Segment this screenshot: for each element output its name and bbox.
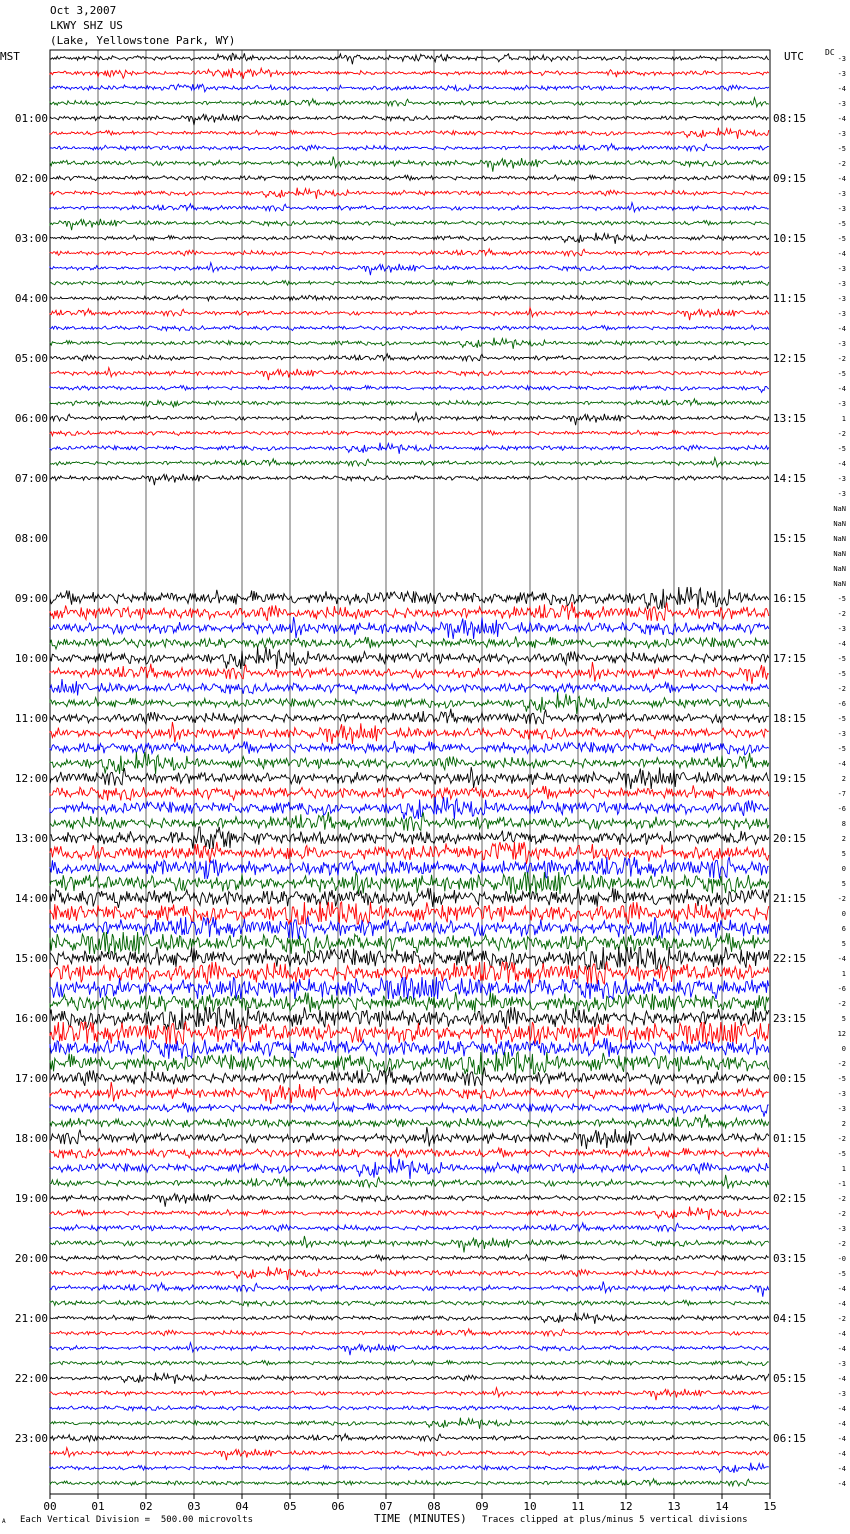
seismic-trace <box>50 68 769 79</box>
seismic-trace <box>50 233 769 244</box>
right-hour-label: 19:15 <box>773 772 807 785</box>
seismic-trace <box>50 977 769 999</box>
seismic-trace <box>50 1360 769 1365</box>
seismic-trace <box>50 114 769 125</box>
x-tick-label: 14 <box>715 1500 729 1513</box>
seismic-trace <box>50 587 769 609</box>
x-tick-label: 13 <box>667 1500 681 1513</box>
seismic-trace <box>50 1148 769 1159</box>
right-hour-label: 04:15 <box>773 1312 807 1325</box>
seismic-trace <box>50 368 769 381</box>
seismic-trace <box>50 1207 769 1220</box>
seismic-trace <box>50 767 769 789</box>
clip-note: Traces clipped at plus/minus 5 vertical divisions <box>482 1515 748 1525</box>
x-tick-label: 04 <box>235 1500 249 1513</box>
seismic-trace <box>50 98 769 107</box>
dc-offset-label: -2 <box>837 1195 846 1203</box>
dc-offset-label: NaN <box>833 565 846 573</box>
dc-offset-label: 0 <box>841 865 846 873</box>
dc-offset-label: NaN <box>833 505 846 513</box>
dc-offset-label: -5 <box>837 1075 846 1083</box>
seismic-trace <box>50 962 769 984</box>
seismic-trace <box>50 1115 769 1128</box>
dc-offset-label: 5 <box>841 850 846 858</box>
right-hour-label: 10:15 <box>773 232 807 245</box>
dc-offset-label: -4 <box>837 325 846 333</box>
dc-offset-label: 2 <box>841 775 846 783</box>
seismic-trace <box>50 1418 769 1429</box>
x-tick-label: 10 <box>523 1500 537 1513</box>
left-hour-label: 17:00 <box>14 1072 48 1085</box>
x-tick-label: 06 <box>331 1500 345 1513</box>
dc-offset-label: -6 <box>837 805 846 813</box>
left-hour-label: 23:00 <box>14 1432 48 1445</box>
dc-offset-label: 1 <box>841 970 846 978</box>
seismic-trace <box>50 1373 769 1384</box>
x-tick-label: 07 <box>379 1500 393 1513</box>
seismic-trace <box>50 647 769 669</box>
dc-offset-label: -3 <box>837 490 846 498</box>
dc-offset-label: -3 <box>837 1390 846 1398</box>
header-date: Oct 3,2007 <box>50 4 117 17</box>
dc-offset-label: NaN <box>833 550 846 558</box>
seismic-trace <box>50 1022 769 1044</box>
x-tick-label: 01 <box>91 1500 105 1513</box>
x-tick-label: 02 <box>139 1500 153 1513</box>
right-hour-label: 17:15 <box>773 652 807 665</box>
left-hour-label: 15:00 <box>14 952 48 965</box>
right-hour-label: 09:15 <box>773 172 807 185</box>
dc-offset-label: -4 <box>837 955 846 963</box>
dc-offset-label: 5 <box>841 880 846 888</box>
seismic-trace <box>50 399 769 407</box>
seismic-trace <box>50 1193 769 1207</box>
right-hour-label: 23:15 <box>773 1012 807 1025</box>
right-hour-label: 08:15 <box>773 112 807 125</box>
dc-offset-label: -4 <box>837 175 846 183</box>
dc-offset-label: NaN <box>833 520 846 528</box>
seismic-trace <box>50 797 769 819</box>
dc-offset-label: -4 <box>837 85 846 93</box>
dc-offset-label: -4 <box>837 1450 846 1458</box>
right-hour-label: 12:15 <box>773 352 807 365</box>
dc-offset-label: -3 <box>837 1225 846 1233</box>
seismic-trace <box>50 1052 769 1074</box>
seismic-trace <box>50 308 769 321</box>
seismic-trace <box>50 1157 769 1179</box>
right-hour-label: 01:15 <box>773 1132 807 1145</box>
right-hour-label: 18:15 <box>773 712 807 725</box>
dc-offset-label: -3 <box>837 130 846 138</box>
right-hour-label: 11:15 <box>773 292 807 305</box>
seismic-trace <box>50 741 769 755</box>
seismic-trace <box>50 857 769 879</box>
dc-offset-label: -3 <box>837 295 846 303</box>
seismic-trace <box>50 249 769 256</box>
left-hour-label: 19:00 <box>14 1192 48 1205</box>
left-hour-label: 13:00 <box>14 832 48 845</box>
x-tick-label: 03 <box>187 1500 201 1513</box>
seismic-trace <box>50 1103 769 1117</box>
dc-offset-label: -3 <box>837 400 846 408</box>
header-station: LKWY SHZ US <box>50 19 123 32</box>
seismic-trace <box>50 295 769 301</box>
seismic-trace <box>50 144 769 151</box>
seismic-trace <box>50 1300 769 1306</box>
seismic-trace <box>50 1067 769 1086</box>
right-hour-label: 05:15 <box>773 1372 807 1385</box>
seismic-trace <box>50 53 769 64</box>
dc-offset-label: -4 <box>837 1480 846 1488</box>
seismic-trace <box>50 1388 769 1401</box>
dc-offset-label: -3 <box>837 310 846 318</box>
dc-offset-label: -2 <box>837 1060 846 1068</box>
dc-offset-label: -2 <box>837 1000 846 1008</box>
dc-offset-label: -3 <box>837 475 846 483</box>
seismic-trace <box>50 1343 769 1356</box>
dc-offset-label: -5 <box>837 655 846 663</box>
dc-offset-label: 0 <box>841 910 846 918</box>
dc-offset-label: -3 <box>837 190 846 198</box>
left-hour-label: 05:00 <box>14 352 48 365</box>
dc-offset-label: -1 <box>837 1180 846 1188</box>
dc-offset-label: -4 <box>837 1285 846 1293</box>
dc-offset-label: -5 <box>837 1150 846 1158</box>
seismic-trace <box>50 219 769 230</box>
dc-offset-label: -2 <box>837 160 846 168</box>
dc-offset-label: -4 <box>837 1405 846 1413</box>
seismic-trace <box>50 1127 769 1149</box>
x-tick-label: 12 <box>619 1500 633 1513</box>
left-hour-label: 10:00 <box>14 652 48 665</box>
dc-offset-label: -4 <box>837 1330 846 1338</box>
left-hour-label: 11:00 <box>14 712 48 725</box>
dc-offset-label: -4 <box>837 1465 846 1473</box>
seismic-trace <box>50 709 769 725</box>
dc-offset-label: -3 <box>837 1360 846 1368</box>
left-hour-label: 01:00 <box>14 112 48 125</box>
dc-offset-label: -4 <box>837 1345 846 1353</box>
seismic-trace <box>50 263 769 276</box>
dc-offset-label: -4 <box>837 1435 846 1443</box>
right-hour-label: 15:15 <box>773 532 807 545</box>
dc-offset-label: -5 <box>837 1270 846 1278</box>
seismic-trace <box>50 157 769 172</box>
dc-offset-label: -3 <box>837 1090 846 1098</box>
dc-offset-label: -3 <box>837 55 846 63</box>
dc-offset-label: -3 <box>837 340 846 348</box>
seismic-trace <box>50 84 769 92</box>
seismic-trace <box>50 692 769 714</box>
dc-offset-label: -3 <box>837 70 846 78</box>
dc-offset-label: -2 <box>837 1240 846 1248</box>
seismic-trace <box>50 812 769 831</box>
dc-offset-label: NaN <box>833 580 846 588</box>
left-timezone-label: MST <box>0 50 20 63</box>
dc-label: DC <box>825 48 835 57</box>
seismic-trace <box>50 188 769 199</box>
dc-offset-label: -5 <box>837 145 846 153</box>
dc-offset-label: -2 <box>837 610 846 618</box>
seismic-trace <box>50 827 769 849</box>
right-hour-label: 03:15 <box>773 1252 807 1265</box>
seismic-trace <box>50 1463 769 1473</box>
left-hour-label: 08:00 <box>14 532 48 545</box>
x-tick-label: 09 <box>475 1500 489 1513</box>
dc-offset-label: -0 <box>837 1255 846 1263</box>
seismic-trace <box>50 1479 769 1486</box>
seismic-trace <box>50 722 769 744</box>
x-tick-label: 00 <box>43 1500 57 1513</box>
left-hour-label: 22:00 <box>14 1372 48 1385</box>
dc-offset-label: -4 <box>837 1420 846 1428</box>
dc-offset-label: -5 <box>837 220 846 228</box>
seismic-trace <box>50 325 769 330</box>
left-hour-label: 14:00 <box>14 892 48 905</box>
right-hour-label: 21:15 <box>773 892 807 905</box>
left-hour-label: 20:00 <box>14 1252 48 1265</box>
seismic-trace <box>50 785 769 800</box>
dc-offset-label: -5 <box>837 670 846 678</box>
right-hour-label: 20:15 <box>773 832 807 845</box>
dc-offset-label: 1 <box>841 1165 846 1173</box>
dc-offset-label: -4 <box>837 250 846 258</box>
left-hour-label: 12:00 <box>14 772 48 785</box>
seismic-trace <box>50 458 769 467</box>
dc-offset-label: -3 <box>837 265 846 273</box>
dc-offset-label: 1 <box>841 415 846 423</box>
seismic-trace <box>50 917 769 939</box>
seismic-trace <box>50 1223 769 1232</box>
x-tick-label: 11 <box>571 1500 585 1513</box>
dc-offset-label: 12 <box>837 1030 846 1038</box>
right-timezone-label: UTC <box>784 50 804 63</box>
left-hour-label: 06:00 <box>14 412 48 425</box>
dc-offset-label: 6 <box>841 925 846 933</box>
x-tick-label: 08 <box>427 1500 441 1513</box>
seismic-trace <box>50 1255 769 1261</box>
dc-offset-label: -2 <box>837 685 846 693</box>
seismic-trace <box>50 872 769 894</box>
left-hour-label: 07:00 <box>14 472 48 485</box>
dc-offset-label: -4 <box>837 640 846 648</box>
dc-offset-label: -6 <box>837 700 846 708</box>
left-hour-label: 16:00 <box>14 1012 48 1025</box>
seismic-trace <box>50 175 769 181</box>
left-hour-label: 04:00 <box>14 292 48 305</box>
seismic-trace <box>50 679 769 695</box>
seismic-trace <box>50 1405 769 1410</box>
seismic-trace <box>50 1267 769 1280</box>
scale-note: Each Vertical Division = 500.00 microvolts <box>20 1515 253 1525</box>
dc-offset-label: 5 <box>841 1015 846 1023</box>
dc-offset-label: -2 <box>837 1315 846 1323</box>
seismic-trace <box>50 338 769 349</box>
left-hour-label: 21:00 <box>14 1312 48 1325</box>
seismic-trace <box>50 902 769 924</box>
right-hour-label: 14:15 <box>773 472 807 485</box>
header-location: (Lake, Yellowstone Park, WY) <box>50 34 236 47</box>
seismic-trace <box>50 1448 769 1461</box>
seismic-trace <box>50 617 769 639</box>
right-hour-label: 06:15 <box>773 1432 807 1445</box>
dc-offset-label: -3 <box>837 205 846 213</box>
dc-offset-label: -2 <box>837 1135 846 1143</box>
seismic-trace <box>50 842 769 864</box>
dc-offset-label: -5 <box>837 235 846 243</box>
dc-offset-label: -3 <box>837 625 846 633</box>
seismic-trace <box>50 992 769 1012</box>
dc-offset-label: -2 <box>837 355 846 363</box>
right-hour-label: 22:15 <box>773 952 807 965</box>
left-hour-label: 18:00 <box>14 1132 48 1145</box>
seismic-trace <box>50 1282 769 1297</box>
seismic-trace <box>50 443 769 454</box>
dc-offset-label: -4 <box>837 760 846 768</box>
seismic-trace <box>50 1313 769 1324</box>
left-hour-label: 03:00 <box>14 232 48 245</box>
dc-offset-label: -7 <box>837 790 846 798</box>
dc-offset-label: -4 <box>837 115 846 123</box>
seismic-trace <box>50 752 769 774</box>
seismic-trace <box>50 385 769 392</box>
dc-offset-label: -6 <box>837 985 846 993</box>
dc-offset-label: 2 <box>841 1120 846 1128</box>
dc-offset-label: NaN <box>833 535 846 543</box>
x-tick-label: 15 <box>763 1500 777 1513</box>
x-tick-label: 05 <box>283 1500 297 1513</box>
dc-offset-label: -5 <box>837 445 846 453</box>
seismic-trace <box>50 1329 769 1336</box>
right-hour-label: 13:15 <box>773 412 807 425</box>
dc-offset-label: -4 <box>837 385 846 393</box>
seismic-trace <box>50 1434 769 1442</box>
seismic-trace <box>50 280 769 285</box>
seismic-trace <box>50 1037 769 1059</box>
corner-mark: A <box>2 1518 6 1525</box>
left-hour-label: 02:00 <box>14 172 48 185</box>
dc-offset-label: -2 <box>837 1210 846 1218</box>
dc-offset-label: 0 <box>841 1045 846 1053</box>
right-hour-label: 16:15 <box>773 592 807 605</box>
seismic-trace <box>50 203 769 212</box>
dc-offset-label: -3 <box>837 280 846 288</box>
dc-offset-label: 2 <box>841 835 846 843</box>
dc-offset-label: -3 <box>837 100 846 108</box>
dc-offset-label: -3 <box>837 1105 846 1113</box>
dc-offset-label: 5 <box>841 940 846 948</box>
seismic-trace <box>50 474 769 485</box>
seismic-trace <box>50 1082 769 1104</box>
x-axis-label: TIME (MINUTES) <box>374 1512 467 1525</box>
seismic-trace <box>50 662 769 684</box>
dc-offset-label: -5 <box>837 745 846 753</box>
seismic-trace <box>50 354 769 361</box>
seismic-trace <box>50 887 769 908</box>
seismic-trace <box>50 636 769 649</box>
dc-offset-label: -5 <box>837 370 846 378</box>
left-hour-label: 09:00 <box>14 592 48 605</box>
dc-offset-label: -4 <box>837 1300 846 1308</box>
seismic-trace <box>50 413 769 426</box>
dc-offset-label: -5 <box>837 595 846 603</box>
dc-offset-label: -3 <box>837 730 846 738</box>
seismic-trace <box>50 602 769 621</box>
dc-offset-label: -4 <box>837 1375 846 1383</box>
right-hour-label: 00:15 <box>773 1072 807 1085</box>
dc-offset-label: 8 <box>841 820 846 828</box>
dc-offset-label: -2 <box>837 895 846 903</box>
seismic-trace <box>50 1236 769 1252</box>
right-hour-label: 02:15 <box>773 1192 807 1205</box>
dc-offset-label: -4 <box>837 460 846 468</box>
seismic-trace <box>50 430 769 435</box>
dc-offset-label: -5 <box>837 715 846 723</box>
seismic-trace <box>50 128 769 139</box>
dc-offset-label: -2 <box>837 430 846 438</box>
